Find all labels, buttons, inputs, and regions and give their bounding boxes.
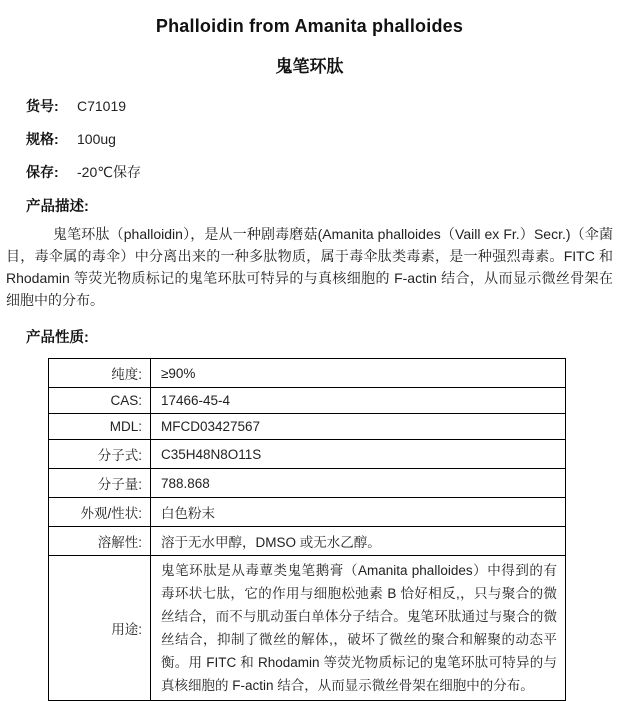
formula-label: 分子式: — [49, 440, 151, 469]
size-row — [26, 129, 619, 149]
solubility-label: 溶解性: — [49, 527, 151, 556]
appearance-value: 白色粉末 — [151, 498, 566, 527]
product-info-block — [26, 96, 619, 182]
mdl-value: MFCD03427567 — [151, 414, 566, 440]
storage-value: -20℃保存 — [77, 164, 141, 180]
molecular-weight-label: 分子量: — [49, 469, 151, 498]
cas-value: 17466-45-4 — [151, 388, 566, 414]
storage-row — [26, 162, 619, 182]
table-row-mdl — [49, 414, 566, 440]
catalog-number-value: C71019 — [77, 98, 127, 114]
document-subtitle: 鬼笔环肽 — [275, 57, 344, 76]
formula-value: C35H48N8O11S — [151, 440, 566, 469]
table-row-formula — [49, 440, 566, 469]
molecular-weight-value: 788.868 — [151, 469, 566, 498]
size-value: 100ug — [77, 131, 116, 147]
catalog-number-row — [26, 96, 619, 116]
table-row-usage — [49, 556, 566, 701]
usage-value: 鬼笔环肽是从毒蕈类鬼笔鹅膏（Amanita phalloides）中得到的有毒环状七肽，它的作用与细胞松弛素 B 恰好相反,，只与聚合的微丝结合，而不与肌动蛋白单体分子结合。鬼笔环肽通过与聚合的微丝结合，抑制了微丝的解体,，破坏了微丝的聚合和解聚的动态平衡。用 FITC 和 Rhodamin 等荧光物质标记的鬼笔环肽可特异的与真核细胞的 F-actin 结合，从而显示微丝骨架在细胞中的分布。 — [151, 556, 566, 701]
table-row-appearance — [49, 498, 566, 527]
description-heading: 产品描述: — [26, 199, 89, 215]
solubility-value: 溶于无水甲醇，DMSO 或无水乙醇。 — [151, 527, 566, 556]
size-label: 规格: — [26, 131, 59, 147]
table-row-cas — [49, 388, 566, 414]
properties-heading: 产品性质: — [26, 330, 89, 346]
table-row-solubility — [49, 527, 566, 556]
table-row-molecular-weight — [49, 469, 566, 498]
usage-label: 用途: — [49, 556, 151, 701]
properties-table — [48, 358, 566, 701]
table-row-purity — [49, 359, 566, 388]
storage-label: 保存: — [26, 164, 59, 180]
purity-value: ≥90% — [151, 359, 566, 388]
mdl-label: MDL: — [49, 414, 151, 440]
catalog-number-label: 货号: — [26, 98, 59, 114]
cas-label: CAS: — [49, 388, 151, 414]
purity-label: 纯度: — [49, 359, 151, 388]
document-title: Phalloidin from Amanita phalloides — [155, 16, 464, 36]
description-paragraph: 鬼笔环肽（phalloidin），是从一种剧毒磨菇(Amanita phalloides（Vaill ex Fr.）Secr.)（伞菌目，毒伞属的毒伞）中分离出来的一种多肽物质，属于毒伞肽类毒素，是一种强烈毒素。FITC 和 Rhodamin 等荧光物质标记的鬼笔环肽可特异的与真核细胞的 F-actin 结合，从而显示微丝骨架在细胞中的分布。 — [6, 226, 613, 308]
appearance-label: 外观/性状: — [49, 498, 151, 527]
